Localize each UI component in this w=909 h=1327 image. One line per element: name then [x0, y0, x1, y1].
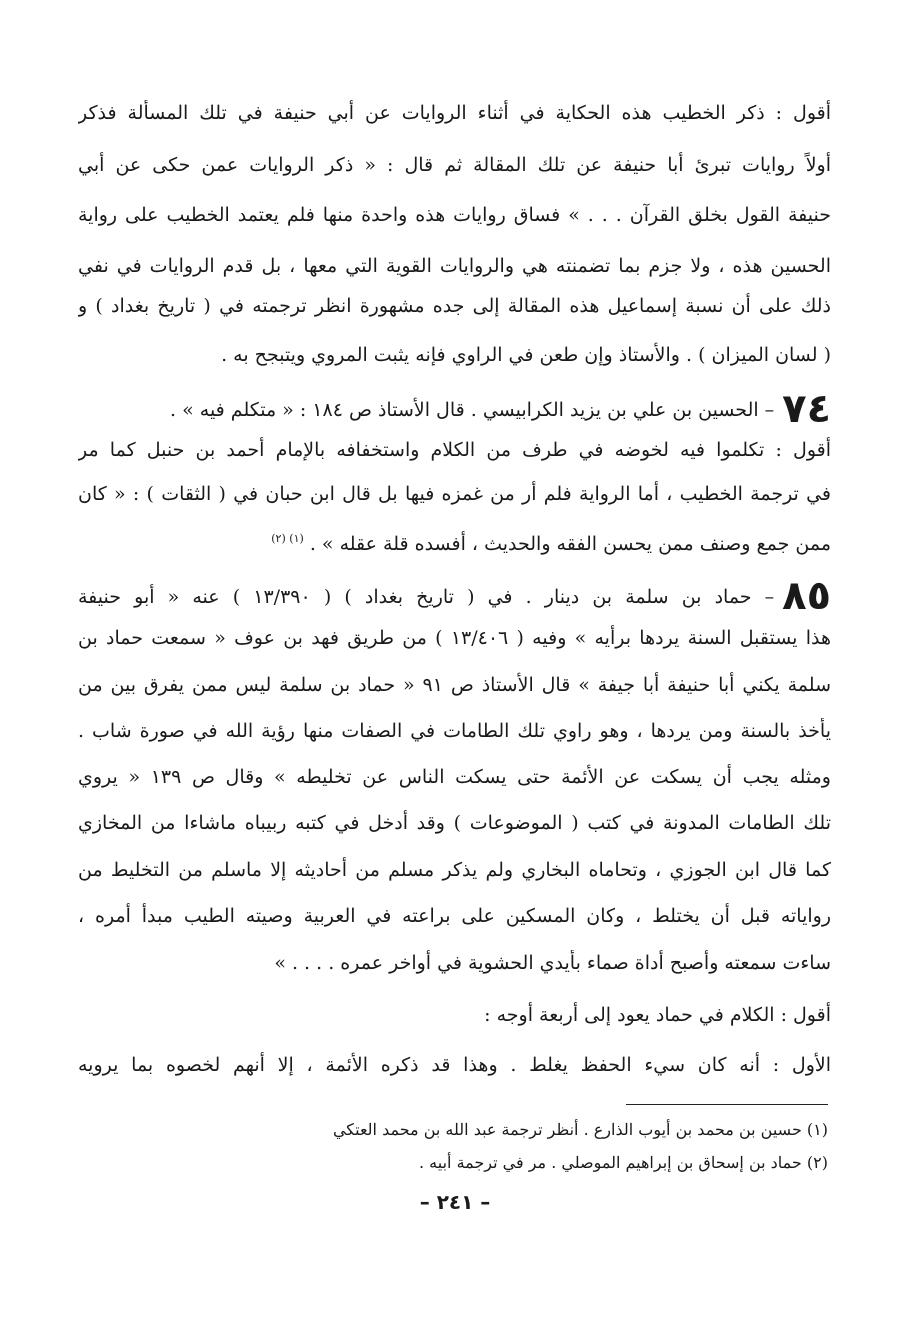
entry-heading-text: – الحسين بن علي بن يزيد الكرابيسي . قال الأستاذ ص ١٨٤ : « متكلم فيه » . — [170, 399, 775, 421]
footnote-divider — [626, 1104, 828, 1105]
text-line: الأول : أنه كان سيء الحفظ يغلط . وهذا قد ذكره الأئمة ، إلا أنهم لخصوه بما يرويه — [78, 1054, 831, 1076]
text-line-content: ممن جمع وصنف ممن يحسن الفقه والحديث ، أفسده قلة عقله » . — [309, 533, 831, 555]
text-line — [78, 526, 831, 557]
entry-heading-85 — [78, 575, 831, 619]
text-line: الحسين هذه ، ولا جزم بما تضمنته هي والروايات القوية التي معها ، بل قدم الروايات في نفي — [78, 255, 831, 277]
entry-heading-text: – حماد بن سلمة بن دينار . في ( تاريخ بغداد ) ( ١٣/٣٩٠ ) عنه « أبو حنيفة — [78, 586, 775, 608]
text-line: أقول : ذكر الخطيب هذه الحكاية في أثناء الروايات عن أبي حنيفة في تلك المسألة فذكر — [78, 102, 831, 124]
text-line: تلك الطامات المدونة في كتب ( الموضوعات ) وقد أدخل في كتبه ربيباه ماشاءا من المخازي — [78, 812, 831, 834]
text-line: سلمة يكني أبا حنيفة أبا جيفة » قال الأستاذ ص ٩١ « حماد بن سلمة ليس ممن يفرق بين من — [78, 674, 831, 696]
text-line: أقول : الكلام في حماد يعود إلى أربعة أوجه : — [484, 1004, 831, 1026]
text-line: في ترجمة الخطيب ، أما الرواية فلم أر من غمزه فيها بل قال ابن حبان في ( الثقات ) : « كان — [78, 483, 831, 505]
footnote: (٢) حماد بن إسحاق بن إبراهيم الموصلي . مر في ترجمة أبيه . — [419, 1153, 828, 1172]
text-line: رواياته قبل أن يختلط ، وكان المسكين على براعته في العربية وصيته الطيب مبدأ أمره ، — [78, 905, 831, 927]
entry-number: ٧٤ — [782, 388, 831, 432]
text-line: ( لسان الميزان ) . والأستاذ وإن طعن في الراوي فإنه يثبت المروي ويتبجح به . — [221, 344, 831, 366]
text-line: حنيفة القول بخلق القرآن . . . » فساق روايات هذه واحدة منها فلم يعتمد الخطيب على رواية — [78, 204, 831, 226]
text-line: ومثله يجب أن يسكت عن الأئمة حتى يسكت الناس عن تخليطه » وقال ص ١٣٩ « يروي — [78, 766, 831, 788]
footnote: (١) حسين بن محمد بن أيوب الذارع . أنظر ترجمة عبد الله بن محمد العتكي — [332, 1120, 828, 1139]
text-line: أولاً روايات تبرئ أبا حنيفة عن تلك المقالة ثم قال : « ذكر الروايات عمن حكى عن أبي — [78, 154, 831, 176]
text-line: كما قال ابن الجوزي ، وتحاماه البخاري ولم يذكر مسلم من أحاديثه إلا ماسلم من التخليط من — [78, 859, 831, 881]
text-line: ساءت سمعته وأصبح أداة صماء بأيدي الحشوية في أواخر عمره . . . . » — [274, 952, 831, 974]
entry-heading-74 — [78, 388, 831, 432]
text-line: هذا يستقبل السنة يردها برأيه » وفيه ( ١٣/٤٠٦ ) من طريق فهد بن عوف « سمعت حماد بن — [78, 627, 831, 649]
text-line: ذلك على أن نسبة إسماعيل هذه المقالة إلى جده مشهورة انظر ترجمته في ( تاريخ بغداد ) و — [78, 295, 831, 317]
entry-number: ٨٥ — [782, 575, 831, 619]
footnote-reference: (١) (٢) — [271, 532, 304, 545]
text-line: يأخذ بالسنة ومن يردها ، وهو راوي تلك الطامات في الصفات منها رؤية الله في صورة شاب . — [78, 720, 831, 742]
text-line: أقول : تكلموا فيه لخوضه في طرف من الكلام واستخفافه بالإمام أحمد بن حنبل كما مر — [78, 439, 831, 461]
page-number: – ٢٤١ – — [419, 1190, 491, 1214]
